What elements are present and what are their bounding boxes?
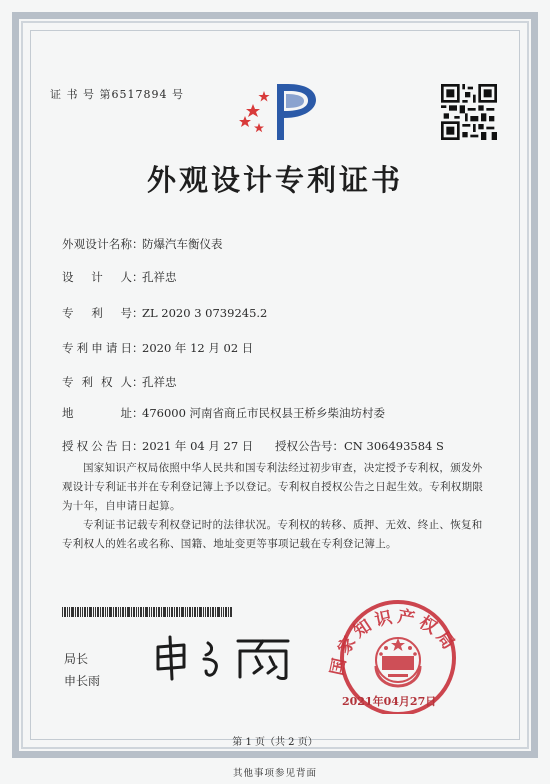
design-name-value: 防爆汽车衡仪表: [142, 237, 223, 251]
director-name: 申长雨: [64, 674, 101, 688]
patent-office-emblem-icon: [233, 78, 328, 146]
announce-number-label: 授权公告号: [275, 439, 333, 453]
designer-row: 设计人：孔祥忠: [62, 270, 177, 284]
certificate-number: 证 书 号 第6517894 号: [50, 88, 184, 101]
design-name-row: 外观设计名称：防爆汽车衡仪表: [62, 237, 223, 251]
grant-statement-paragraph: 国家知识产权局依照中华人民共和国专利法经过初步审查，决定授予专利权，颁发外观设计专利证书并在专利登记簿上予以登记。专利权自授权公告之日起生效。专利权期限为十年，自申请日起算。: [62, 462, 484, 512]
announce-number-row: 授权公告号：CN 306493584 S: [275, 439, 444, 453]
patent-number-value: ZL 2020 3 0739245.2: [142, 306, 268, 320]
patent-number-label: 专利号: [62, 306, 132, 320]
director-title: 局长: [64, 652, 89, 666]
patentee-label: 专利权人: [62, 375, 132, 389]
address-value: 476000 河南省商丘市民权县王桥乡柴油坊村委: [142, 406, 386, 420]
filing-date-label: 专利申请日: [62, 341, 132, 355]
patent-number-row: 专利号：ZL 2020 3 0739245.2: [62, 306, 268, 320]
barcode-icon: [62, 607, 232, 617]
footer-note: 其他事项参见背面: [232, 768, 317, 779]
filing-date-value: 2020 年 12 月 02 日: [142, 341, 254, 355]
director-signature: [148, 633, 313, 681]
announce-date-row: 授权公告日：2021 年 04 月 27 日: [62, 439, 254, 453]
design-name-label: 外观设计名称: [62, 237, 132, 251]
address-label: 地址: [62, 406, 132, 420]
announce-date-label: 授权公告日: [62, 439, 132, 453]
patentee-row: 专利权人：孔祥忠: [62, 375, 177, 389]
seal-date: 2021年04月27日: [342, 695, 437, 708]
designer-label: 设计人: [62, 270, 132, 284]
designer-value: 孔祥忠: [142, 270, 177, 284]
announce-date-value: 2021 年 04 月 27 日: [142, 439, 254, 453]
page-indicator: 第 1 页（共 2 页）: [232, 737, 318, 748]
filing-date-row: 专利申请日：2020 年 12 月 02 日: [62, 341, 254, 355]
svg-text:国家知识产权局: 国家知识产权局: [327, 606, 461, 678]
announce-number-value: CN 306493584 S: [344, 439, 444, 453]
address-row: 地址：476000 河南省商丘市民权县王桥乡柴油坊村委: [62, 406, 386, 420]
document-title: 外观设计专利证书: [146, 163, 403, 197]
legal-status-paragraph: 专利证书记载专利权登记时的法律状况。专利权的转移、质押、无效、终止、恢复和专利权人的姓名或名称、国籍、地址变更等事项记载在专利登记簿上。: [62, 519, 483, 550]
patentee-value: 孔祥忠: [142, 375, 177, 389]
qr-code-icon: [441, 84, 497, 140]
